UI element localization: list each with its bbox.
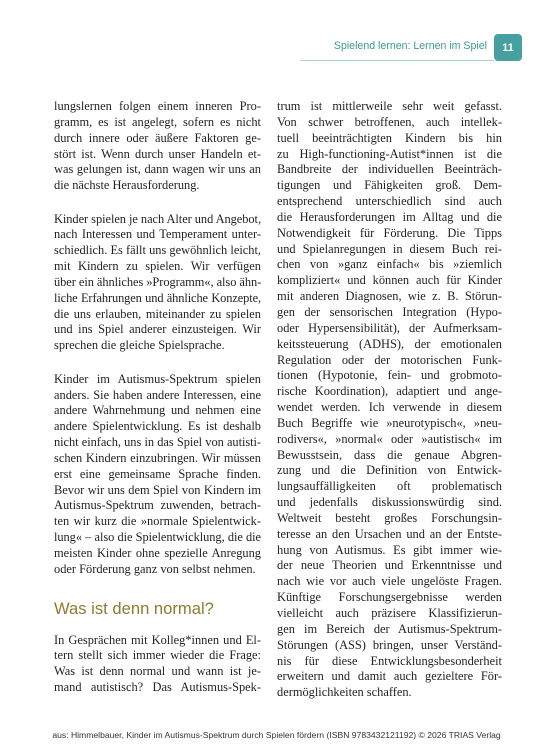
section-heading: Was ist denn normal? [54,598,214,618]
text-line: über ein ähnliches »Programm«, also ähn- [54,274,262,289]
page-number-tab [494,34,522,61]
header-rule [300,60,494,61]
text-line: Autismus-Spektrum zuwenden, betrach- [54,498,261,513]
text-line: durch innere oder äußere Faktoren ge- [54,130,261,145]
text-line: nis für diese Entwicklungsbesonderheit [277,653,502,668]
text-line: kompliziert« und können auch für Kinder [277,273,502,288]
running-head: Spielend lernen: Lernen im Spiel [333,40,487,52]
text-line: tigungen und Fähigkeiten groß. Dem- [277,178,502,193]
text-line: und ins Spiel anderer einzusteigen. Wir [54,322,261,337]
text-line: zung und die Definition von Entwick- [277,463,502,478]
text-line: nach Interessen und Temperament unter- [54,227,261,242]
left-column [54,99,261,696]
text-line: keitssteuerung (ADHS), der emotionalen [277,336,502,351]
text-line: Kinder spielen je nach Alter und Angebot, [54,211,261,226]
text-line: und jedenfalls diskussionswürdig sind. [277,495,502,510]
paragraph [54,633,261,696]
text-line: Regulation oder der motorischen Funk- [277,352,502,367]
text-line: mit anderen Diagnosen, wie z. B. Störun- [277,289,502,304]
text-line: die nächste Herausforderung. [54,178,200,193]
paragraph [54,372,261,578]
text-line: die Herausforderungen im Alltag und die [277,209,502,224]
text-line: lungslernen folgen einem inneren Pro- [54,99,261,113]
text-line: vielleicht auch präzisere Klassifizierun- [277,606,502,620]
text-line: nach wie vor auch viele ungelöste Fragen. [277,574,502,589]
text-line: rodivers«, »normal« oder »autistisch« im [277,431,502,446]
text-line: erst eine gemeinsame Sprache finden. [54,466,261,481]
text-line: rische Koordination), adaptiert und ange- [277,384,502,399]
text-line: Bandbreite der individuellen Beeinträch- [277,162,502,177]
text-line: wendet werden. Ich verwende in diesem [277,400,502,415]
paragraph [54,212,261,355]
text-line: stört ist. Wenn durch unser Handeln et- [54,146,261,161]
text-line: dermöglichkeiten schaffen. [277,685,412,700]
text-line: chen von »ganz einfach« bis »ziemlich [277,257,502,272]
text-line: Buch Begriffe wie »neurotypisch«, »neu- [277,415,502,430]
text-line: gen der sensorischen Integration (Hypo- [277,304,502,319]
text-line: was gelungen ist, dann wagen wir uns an [54,162,261,177]
text-line: hung von Autismus. Es gibt immer wie- [277,542,502,557]
paragraph [54,99,261,194]
text-line: trum ist mittlerweile sehr weit gefasst. [277,99,502,113]
paragraph [277,99,502,701]
text-line: schen Kindern einzubringen. Wir müssen [54,450,261,465]
text-line: Bewusstsein, dass die genaue Abgren- [277,447,502,462]
text-line: oder Förderung ganz von selbst nehmen. [54,561,256,576]
text-line: tionen (Hypotonie, fein- und grobmoto- [277,368,502,383]
text-line: tuell beeinträchtigten Kindern bis hin [277,130,502,145]
text-line: entsprechend unterschiedlich sind auch [277,194,502,209]
right-column [277,99,502,701]
text-line: erweitern und damit auch gezieltere För- [277,669,502,684]
text-line: Weltweit besteht großes Forschungsin- [277,510,502,525]
source-footer: aus: Himmelbauer, Kinder im Autismus-Spektrum durch Spielen fördern (ISBN 9783432121192) © 2026 TRIAS Verlag [52,730,501,740]
text-line: Störungen (ASS) bringen, unser Verständ- [277,637,502,652]
text-line: teresse an den Ursachen und an der Entste- [277,526,502,541]
text-line: tern stellt sich immer wieder die Frage: [54,648,261,663]
text-line: nicht einfach, uns in das Spiel von autisti- [54,435,261,450]
text-line: Kinder im Autismus-Spektrum spielen [54,371,261,386]
text-line: mand autistisch? Das Autismus-Spek- [54,680,261,695]
text-line: andere Spielentwicklung. Es ist deshalb [54,419,261,434]
text-line: der neue Theorien und Erkenntnisse und [277,558,502,573]
text-line: oder Hypersensibilität), der Aufmerksam- [277,320,502,335]
text-line: lungsauffälligkeiten oft problematisch [277,479,502,494]
text-line: sprechen die gleiche Spielsprache. [54,338,225,353]
text-line: liche Erfahrungen und ähnliche Konzepte, [54,290,261,305]
text-line: schiedlich. Es fällt uns gewöhnlich leicht, [54,243,261,258]
text-line: die uns erlauben, miteinander zu spielen [54,306,261,321]
text-line: gen im Bereich der Autismus-Spektrum- [277,621,502,636]
text-line: gramm, es ist angelegt, sofern es nicht [54,114,261,129]
text-line: Von schwer betroffenen, auch intellek- [277,114,502,129]
text-line: meisten Kinder ohne spezielle Anregung [54,545,261,560]
text-line: andere Wahrnehmung und nehmen eine [54,403,261,418]
text-line: Notwendigkeit für Förderung. Die Tipps [277,225,502,240]
text-line: und Spielanregungen in diesem Buch rei- [277,241,502,256]
text-line: anders. Sie haben andere Interessen, eine [54,387,261,402]
text-line: Bevor wir uns dem Spiel von Kindern im [54,482,261,497]
text-line: lung« – also die Spielentwicklung, die die [54,530,261,545]
text-line: In Gesprächen mit Kolleg*innen und El- [54,632,261,647]
text-line: mit Kindern zu spielen. Wir verfügen [54,259,261,274]
text-line: ten wir kurz die »normale Spielentwick- [54,514,261,529]
text-line: zu High-functioning-Autist*innen ist die [277,146,502,161]
text-line: Künftige Forschungsergebnisse werden [277,590,502,605]
page-number: 11 [502,41,514,54]
text-line: Was ist denn normal und wann ist je- [54,664,261,679]
